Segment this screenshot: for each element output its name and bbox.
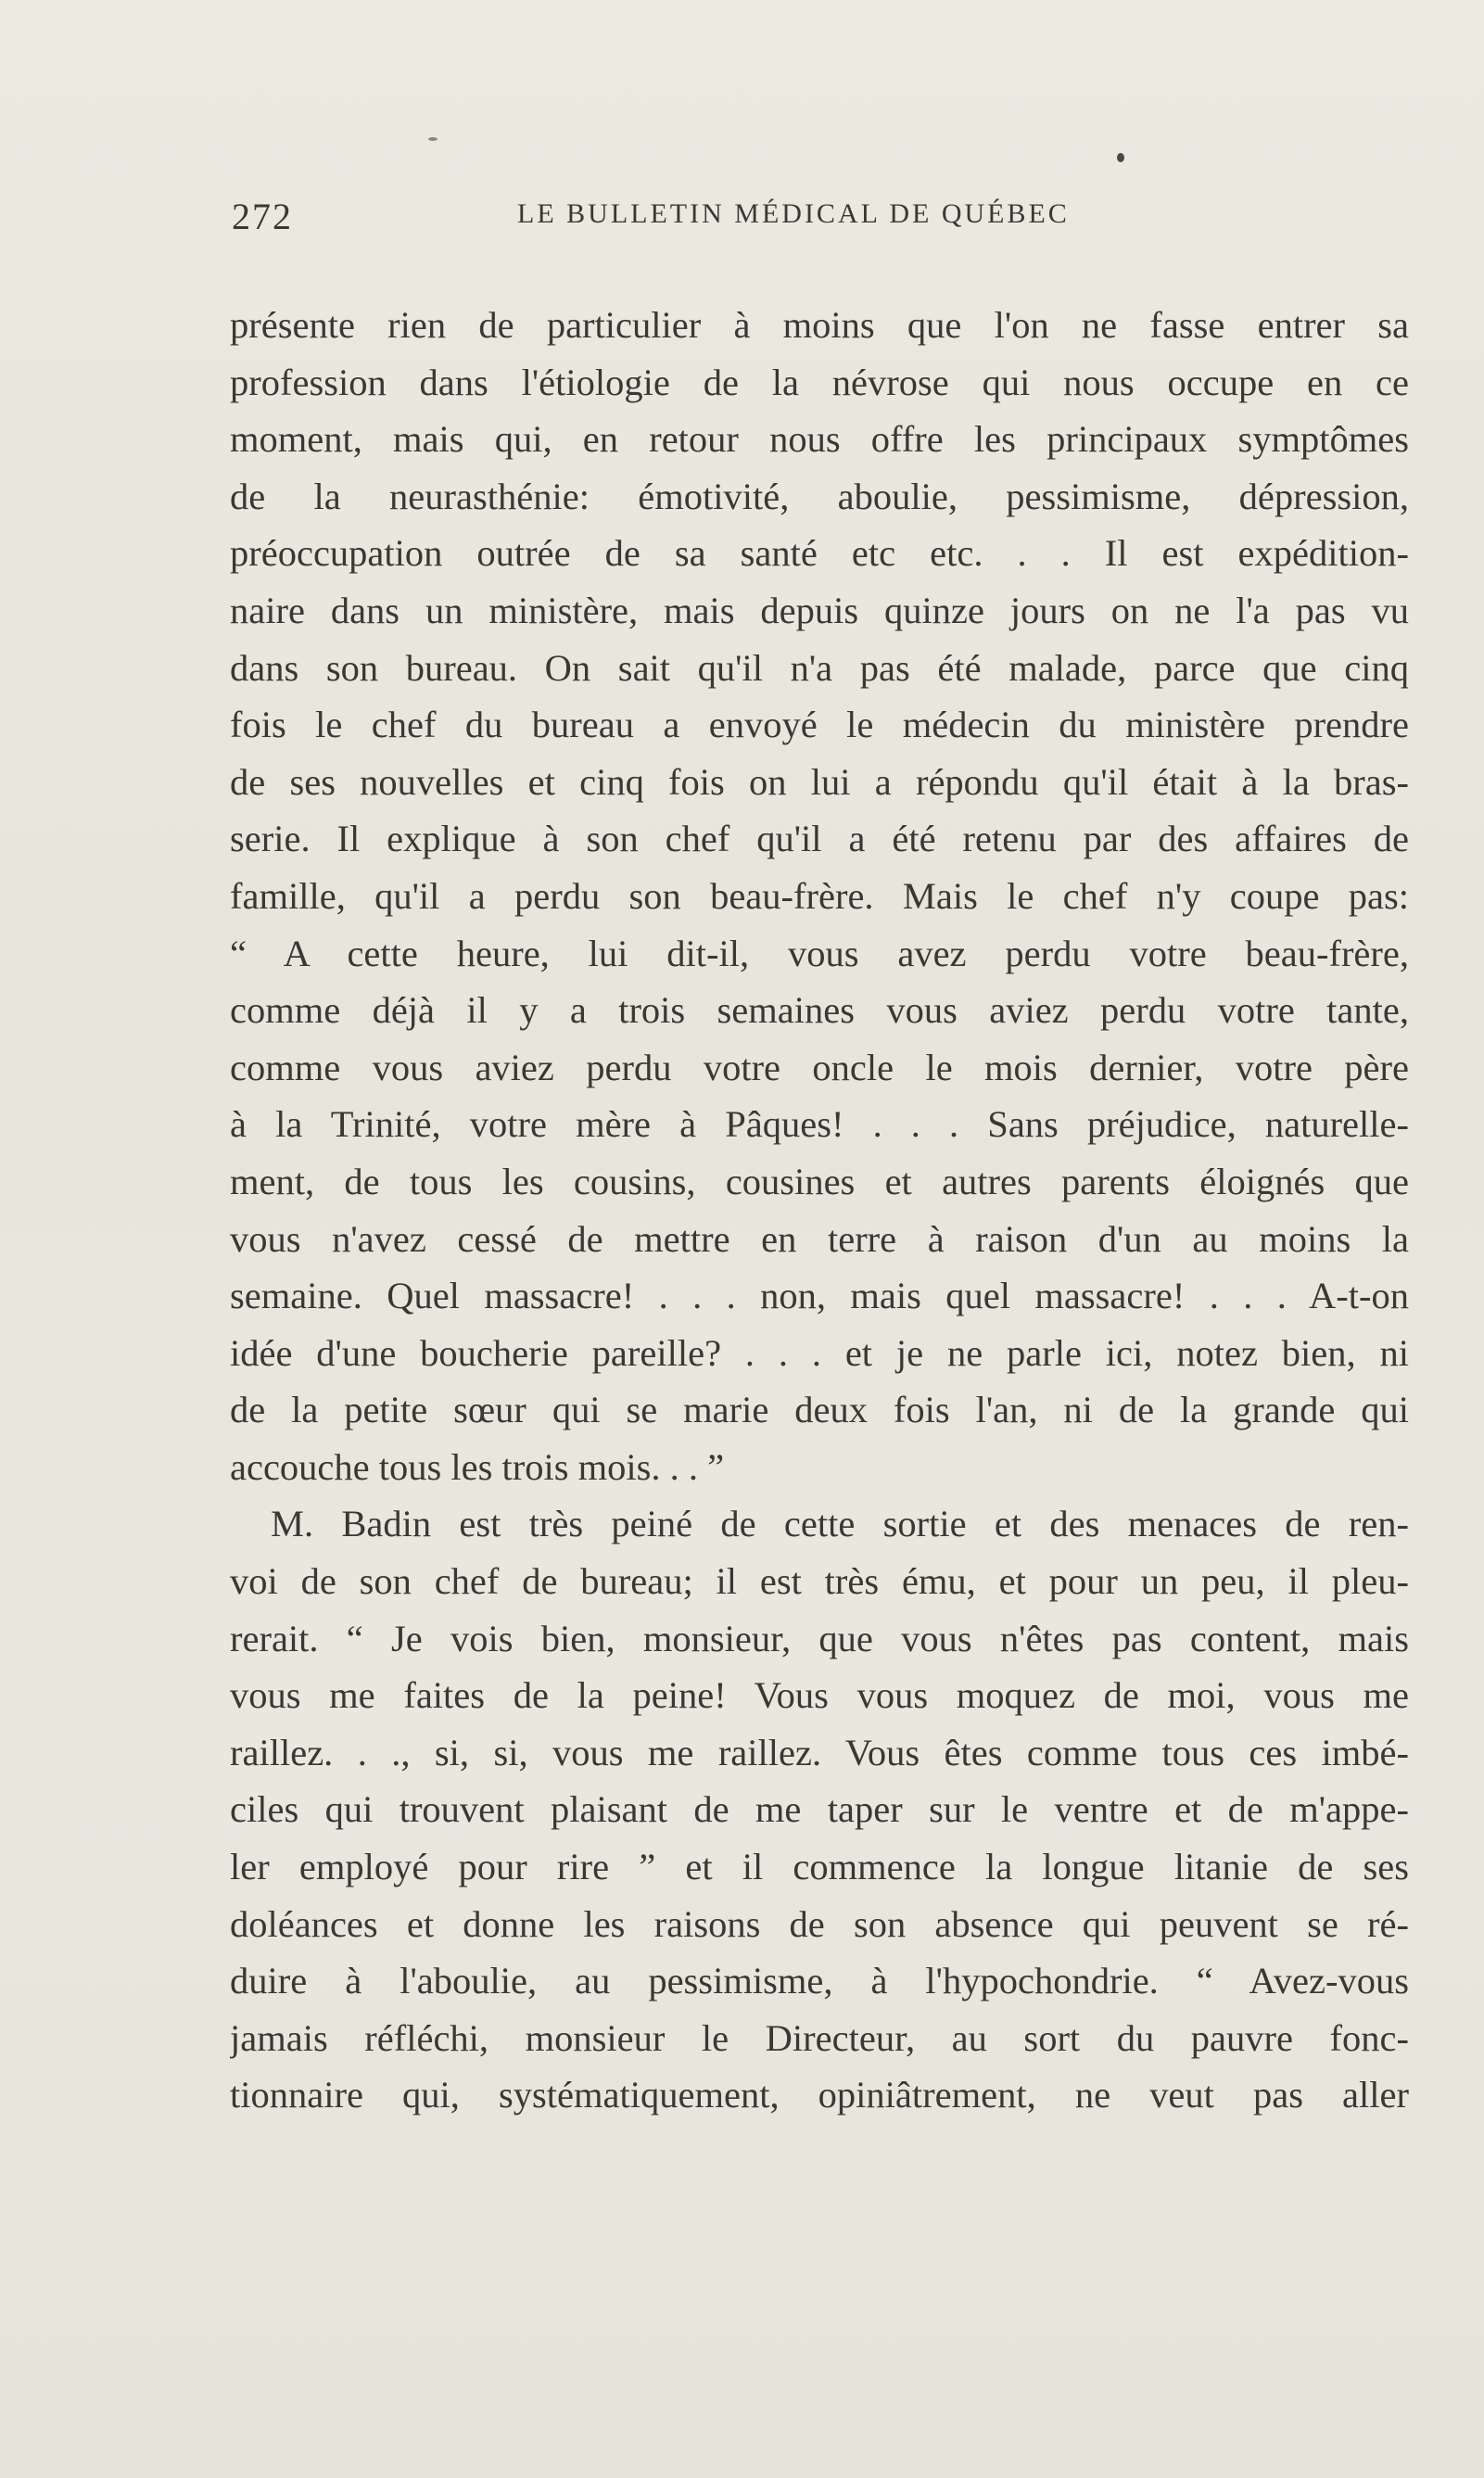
text-line: de la petite sœur qui se marie deux fois l'an, ni de la grande qui — [230, 1389, 1409, 1431]
ink-speck — [428, 137, 438, 141]
running-head — [232, 195, 1261, 241]
text-line: ment, de tous les cousins, cousines et autres parents éloignés que — [230, 1160, 1409, 1202]
text-line: moment, mais qui, en retour nous offre les principaux symptômes — [230, 418, 1409, 461]
text-line: comme déjà il y a trois semaines vous aviez perdu votre tante, — [230, 989, 1409, 1032]
text-line: préoccupation outrée de sa santé etc etc. . . Il est expédition- — [230, 532, 1409, 575]
text-line: doléances et donne les raisons de son absence qui peuvent se ré- — [230, 1902, 1409, 1945]
text-line: dans son bureau. On sait qu'il n'a pas été malade, parce que cinq — [230, 646, 1409, 689]
text-line: de la neurasthénie: émotivité, aboulie, pessimisme, dépression, — [230, 475, 1409, 517]
text-line: idée d'une boucherie pareille? . . . et je ne parle ici, notez bien, ni — [230, 1331, 1409, 1374]
text-line: ler employé pour rire ” et il commence la longue litanie de ses — [230, 1846, 1409, 1888]
text-line: présente rien de particulier à moins que l'on ne fasse entrer sa — [230, 304, 1409, 346]
paragraph-start-line: M. Badin est très peiné de cette sortie et des menaces de ren- — [271, 1503, 1409, 1545]
text-line: serie. Il explique à son chef qu'il a été retenu par des affaires de — [230, 818, 1409, 860]
text-line: accouche tous les trois mois. . . ” — [230, 1445, 725, 1488]
text-line: fois le chef du bureau a envoyé le médecin du ministère prendre — [230, 704, 1409, 746]
text-line: tionnaire qui, systématiquement, opiniâtrement, ne veut pas aller — [230, 2074, 1409, 2116]
text-line: semaine. Quel massacre! . . . non, mais quel massacre! . . . A-t-on — [230, 1275, 1409, 1317]
ink-speck — [1117, 153, 1124, 162]
text-line: voi de son chef de bureau; il est très ému, et pour un peu, il pleu- — [230, 1560, 1409, 1603]
text-line: naire dans un ministère, mais depuis quinze jours on ne l'a pas vu — [230, 589, 1409, 631]
text-line: profession dans l'étiologie de la névrose qui nous occupe en ce — [230, 361, 1409, 403]
text-line: vous n'avez cessé de mettre en terre à raison d'un au moins la — [230, 1217, 1409, 1260]
text-line: famille, qu'il a perdu son beau-frère. Mais le chef n'y coupe pas: — [230, 874, 1409, 917]
text-line: “ A cette heure, lui dit-il, vous avez perdu votre beau-frère, — [230, 932, 1409, 974]
text-line: duire à l'aboulie, au pessimisme, à l'hypochondrie. “ Avez-vous — [230, 1960, 1409, 2002]
text-line: raillez. . ., si, si, vous me raillez. Vous êtes comme tous ces imbé- — [230, 1731, 1409, 1773]
text-line: comme vous aviez perdu votre oncle le mois dernier, votre père — [230, 1046, 1409, 1088]
text-line: vous me faites de la peine! Vous vous moquez de moi, vous me — [230, 1674, 1409, 1717]
text-line: à la Trinité, votre mère à Pâques! . . . Sans préjudice, naturelle- — [230, 1103, 1409, 1146]
text-line: jamais réfléchi, monsieur le Directeur, au sort du pauvre fonc- — [230, 2016, 1409, 2059]
text-line: rerait. “ Je vois bien, monsieur, que vous n'êtes pas content, mais — [230, 1617, 1409, 1659]
text-line: ciles qui trouvent plaisant de me taper sur le ventre et de m'appe- — [230, 1788, 1409, 1831]
journal-title: LE BULLETIN MÉDICAL DE QUÉBEC — [517, 198, 1070, 229]
page-number: 272 — [232, 196, 293, 237]
text-line: de ses nouvelles et cinq fois on lui a répondu qu'il était à la bras- — [230, 760, 1409, 803]
body-text — [230, 297, 1409, 2124]
